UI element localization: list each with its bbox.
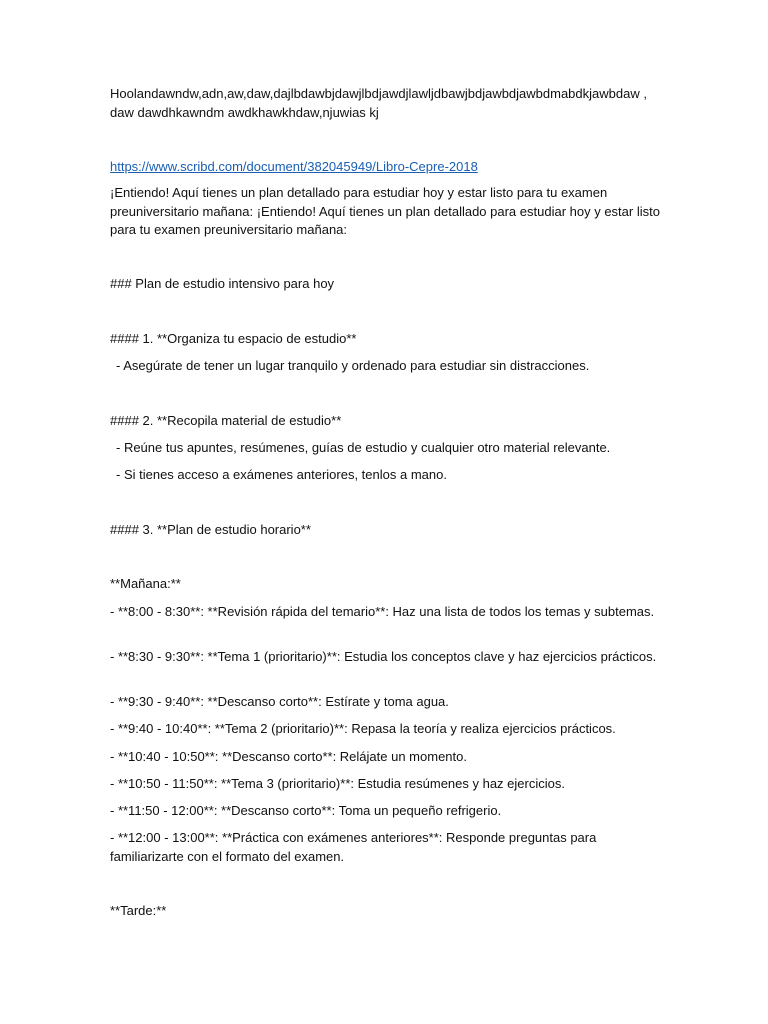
section1-heading: #### 1. **Organiza tu espacio de estudio** — [110, 331, 357, 346]
schedule-item: - **9:30 - 9:40**: **Descanso corto**: Estírate y toma agua. — [110, 694, 449, 709]
schedule-item: - **8:00 - 8:30**: **Revisión rápida del temario**: Haz una lista de todos los temas y subtemas. — [110, 604, 655, 619]
schedule-item: - **11:50 - 12:00**: **Descanso corto**: Toma un pequeño refrigerio. — [110, 803, 502, 818]
intro-text: Hoolandawndw,adn,aw,daw,dajlbdawbjdawjlbdjawdjlawljdbawjbdjawbdjawbdmabdkjawbdaw , daw dawdhkawndm awdkhawkhdaw,njuwias kj — [110, 86, 647, 120]
response-intro: ¡Entiendo! Aquí tienes un plan detallado para estudiar hoy y estar listo para tu examen preuniversitario mañana: ¡Entiendo! Aquí tienes un plan detallado para estudiar hoy y estar listo para tu examen preuniversitario mañana: — [110, 185, 660, 237]
schedule-item: - **8:30 - 9:30**: **Tema 1 (prioritario)**: Estudia los conceptos clave y haz ejercicios prácticos. — [110, 649, 657, 664]
schedule-item: - **9:40 - 10:40**: **Tema 2 (prioritario)**: Repasa la teoría y realiza ejercicios prácticos. — [110, 721, 616, 736]
afternoon-label: **Tarde:** — [110, 903, 167, 918]
plan-heading: ### Plan de estudio intensivo para hoy — [110, 276, 335, 291]
section2-heading: #### 2. **Recopila material de estudio** — [110, 413, 342, 428]
schedule-item: - **12:00 - 13:00**: **Práctica con exámenes anteriores**: Responde preguntas para familiarizarte con el formato del examen. — [110, 830, 597, 864]
section2-item: - Reúne tus apuntes, resúmenes, guías de estudio y cualquier otro material relevante. — [116, 440, 611, 455]
section1-item: - Asegúrate de tener un lugar tranquilo y ordenado para estudiar sin distracciones. — [116, 358, 590, 373]
scribd-link[interactable] — [110, 158, 665, 177]
schedule-item: - **10:50 - 11:50**: **Tema 3 (prioritario)**: Estudia resúmenes y haz ejercicios. — [110, 776, 565, 791]
section3-heading: #### 3. **Plan de estudio horario** — [110, 522, 311, 537]
scribd-link-text[interactable]: https://www.scribd.com/document/382045949/Libro-Cepre-2018 — [110, 159, 478, 174]
schedule-item: - **10:40 - 10:50**: **Descanso corto**: Relájate un momento. — [110, 749, 467, 764]
section2-item: - Si tienes acceso a exámenes anteriores, tenlos a mano. — [116, 467, 447, 482]
morning-label: **Mañana:** — [110, 576, 181, 591]
